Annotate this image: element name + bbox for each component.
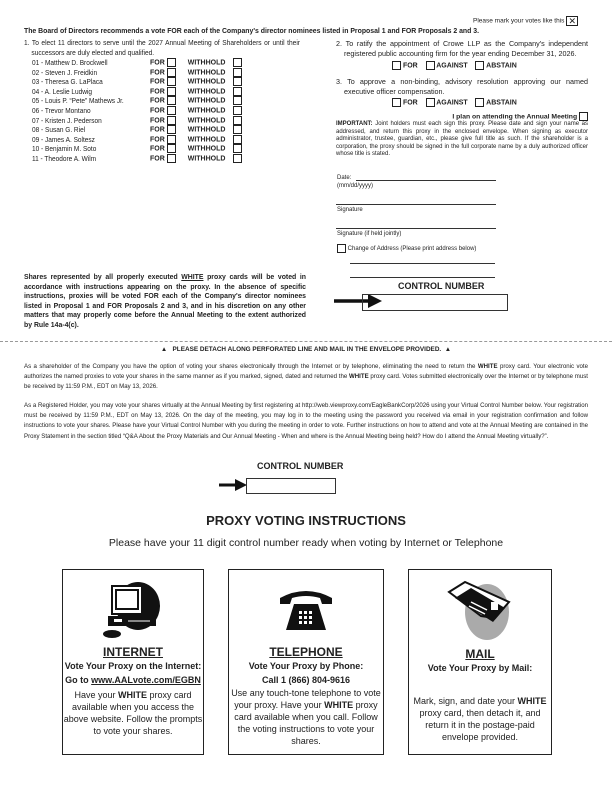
nominee-for-checkbox[interactable] <box>167 125 176 134</box>
address-line[interactable] <box>350 263 495 264</box>
text: proxy card, then detach it, and return it in the postage-paid envelope provided. <box>419 708 541 742</box>
text: Have your <box>74 690 118 700</box>
attend-meeting-option <box>452 112 588 121</box>
sample-x-box-icon: ✕ <box>566 16 578 26</box>
proposal-2-abstain-checkbox[interactable] <box>475 61 484 70</box>
for-label: FOR <box>150 145 165 153</box>
proposal-1-text: 1. To elect 11 directors to serve until the 2027 Annual Meeting of Shareholders or until their successors are duly elected and qualified. <box>24 38 300 57</box>
white-emphasis: WHITE <box>517 696 547 706</box>
nominee-withhold-checkbox[interactable] <box>233 106 242 115</box>
nominee-vote-row <box>150 135 242 144</box>
text: Mark, sign, and date your <box>413 696 518 706</box>
nominee-withhold-checkbox[interactable] <box>233 96 242 105</box>
mark-votes-text: Please mark your votes like this <box>473 17 565 25</box>
shares-statement <box>24 273 306 330</box>
control-number-label: CONTROL NUMBER <box>398 281 485 291</box>
telephone-title: TELEPHONE <box>269 645 343 659</box>
para-text: As a shareholder of the Company you have the option of voting your shares electronically through the Internet or by telephone, eliminating the need to return the <box>24 363 478 370</box>
nominee-vote-row <box>150 96 242 105</box>
proposal-2-for-checkbox[interactable] <box>392 61 401 70</box>
nominee-withhold-checkbox[interactable] <box>233 116 242 125</box>
control-number-box[interactable] <box>362 294 508 311</box>
nominee-for-checkbox[interactable] <box>167 96 176 105</box>
perforated-line <box>0 341 612 342</box>
withhold-label: WITHHOLD <box>187 145 226 153</box>
date-label: Date: <box>337 175 352 181</box>
nominee-vote-row <box>150 58 242 67</box>
withhold-label: WITHHOLD <box>187 136 226 144</box>
white-emphasis: WHITE <box>118 690 147 700</box>
nominee-vote-row <box>150 154 242 163</box>
mail-envelope-icon <box>445 578 515 642</box>
date-input-line[interactable] <box>356 180 496 181</box>
internet-subtitle: Vote Your Proxy on the Internet: <box>64 661 202 671</box>
triangle-up-icon: ▲ <box>444 346 452 353</box>
white-emphasis: WHITE <box>349 373 369 381</box>
nominee-name: 02 - Steven J. Freidkin <box>32 67 98 77</box>
for-label: FOR <box>150 155 165 163</box>
address-line[interactable] <box>350 277 495 278</box>
for-label: FOR <box>402 62 418 70</box>
nominee-withhold-checkbox[interactable] <box>233 135 242 144</box>
telephone-subtitle: Vote Your Proxy by Phone: <box>248 661 364 671</box>
nominee-vote-row <box>150 68 242 77</box>
nominee-for-checkbox[interactable] <box>167 144 176 153</box>
signature-label: Signature <box>337 207 363 213</box>
for-label: FOR <box>150 88 165 96</box>
nominee-name: 01 - Matthew D. Brockwell <box>32 58 108 67</box>
white-emphasis: WHITE <box>181 274 204 281</box>
withhold-label: WITHHOLD <box>187 107 226 115</box>
attend-label: I plan on attending the Annual Meeting <box>452 113 578 121</box>
telephone-voting-box <box>228 569 384 755</box>
joint-signature-input-line[interactable] <box>336 228 496 229</box>
important-text: Joint holders must each sign this proxy. Please date and sign your name as addressed, and return this proxy in the enclosed envelope. When signing as executor administrator, trustee, guardian, etc., please give full title as such. If the shareholder is a corporation, the proxy should be signed in the full corporate name by a duly authorized officer whose title is stated. <box>336 121 588 158</box>
nominee-for-checkbox[interactable] <box>167 77 176 86</box>
nominee-vote-row <box>150 125 242 134</box>
against-label: AGAINST <box>436 99 468 107</box>
triangle-up-icon: ▲ <box>160 346 168 353</box>
text: proxy card available when you call. Follow the voting instructions to vote your shares. <box>234 700 378 746</box>
for-label: FOR <box>150 116 165 124</box>
change-of-address <box>337 244 476 253</box>
nominee-name: 11 - Theodore A. Wilm <box>32 154 97 163</box>
detach-text: PLEASE DETACH ALONG PERFORATED LINE AND MAIL IN THE ENVELOPE PROVIDED. <box>172 346 442 353</box>
withhold-label: WITHHOLD <box>187 78 226 86</box>
mark-votes-instruction <box>473 16 578 26</box>
internet-voting-box <box>62 569 204 755</box>
abstain-label: ABSTAIN <box>486 99 517 107</box>
instructions-subtitle: Please have your 11 digit control number ready when voting by Internet or Telephone <box>108 537 504 549</box>
nominee-vote-row <box>150 87 242 96</box>
nominee-withhold-checkbox[interactable] <box>233 68 242 77</box>
nominee-withhold-checkbox[interactable] <box>233 58 242 67</box>
date-field-label <box>337 175 373 190</box>
nominee-withhold-checkbox[interactable] <box>233 77 242 86</box>
change-address-checkbox[interactable] <box>337 244 346 253</box>
control-number-box[interactable] <box>246 478 336 494</box>
mail-subtitle: Vote Your Proxy by Mail: <box>427 663 533 673</box>
nominee-name: 08 - Susan G. Riel <box>32 125 86 135</box>
nominee-name: 10 - Benjamin M. Soto <box>32 144 97 154</box>
nominee-name: 09 - James A. Soltesz <box>32 134 95 144</box>
instructions-title: PROXY VOTING INSTRUCTIONS <box>206 513 406 528</box>
nominee-for-checkbox[interactable] <box>167 116 176 125</box>
telephone-number[interactable]: Call 1 (866) 804-9616 <box>261 675 351 685</box>
withhold-label: WITHHOLD <box>187 59 226 67</box>
for-label: FOR <box>150 97 165 105</box>
shares-text: proxy cards will be voted in accordance with instructions appearing on the proxy. In the absence of specific instructions, proxies will be voted FOR each of the Company's director nominees listed in Proposal 1 and FOR Proposals 2 and 3, and in his discretion on any other matters that may properly come before the Annual Meeting to the extent authorized by Rule 14a-4(c). <box>24 274 306 329</box>
mail-title: MAIL <box>465 647 495 661</box>
para-text: proxy card. Your electronic vote authorizes the named proxies to vote your shares in the same manner as if you marked, signed, dated and returned the <box>24 363 588 381</box>
nominee-withhold-checkbox[interactable] <box>233 144 242 153</box>
nominee-for-checkbox[interactable] <box>167 58 176 67</box>
for-label: FOR <box>150 59 165 67</box>
internet-title: INTERNET <box>103 645 163 659</box>
for-label: FOR <box>150 78 165 86</box>
proposal-3-options <box>392 98 517 107</box>
withhold-label: WITHHOLD <box>187 126 226 134</box>
nominee-name: 03 - Theresa G. LaPlaca <box>32 77 103 87</box>
date-format: (mm/dd/yyyy) <box>337 182 373 189</box>
important-notice <box>336 121 588 159</box>
nominee-withhold-checkbox[interactable] <box>233 87 242 96</box>
nominee-vote-row <box>150 77 242 86</box>
against-label: AGAINST <box>436 62 468 70</box>
white-emphasis: WHITE <box>324 700 354 710</box>
internet-instructions <box>63 689 203 737</box>
withhold-label: WITHHOLD <box>187 88 226 96</box>
withhold-label: WITHHOLD <box>187 68 226 76</box>
proposal-3-for-checkbox[interactable] <box>392 98 401 107</box>
nominee-name: 05 - Louis P. “Pete” Mathews Jr. <box>32 96 124 106</box>
shares-text: Shares represented by all properly executed <box>24 274 182 281</box>
internet-vote-link[interactable]: www.AALvote.com/EGBN <box>91 675 201 685</box>
proposal-3-against-checkbox[interactable] <box>426 98 435 107</box>
telephone-icon <box>276 584 336 634</box>
mail-instructions <box>409 695 551 743</box>
for-label: FOR <box>150 136 165 144</box>
telephone-instructions <box>229 687 383 747</box>
abstain-label: ABSTAIN <box>486 62 517 70</box>
white-emphasis: WHITE <box>477 363 498 370</box>
nominee-for-checkbox[interactable] <box>167 68 176 77</box>
nominee-withhold-checkbox[interactable] <box>233 154 242 163</box>
computer-icon <box>98 578 168 640</box>
withhold-label: WITHHOLD <box>187 155 226 163</box>
nominee-withhold-checkbox[interactable] <box>233 125 242 134</box>
for-label: FOR <box>150 107 165 115</box>
board-recommendation: The Board of Directors recommends a vote FOR each of the Company's director nominees listed in Proposal 1 and FOR Proposals 2 and 3. <box>24 28 479 35</box>
proposal-3-text: 3. To approve a non-binding, advisory resolution approving our named executive officer compensation. <box>336 77 588 96</box>
attend-meeting-checkbox[interactable] <box>579 112 588 121</box>
para-text: proxy card. Votes submitted electronically over the Internet or by telephone must be received by 11:59 P.M., EDT on May 13, 2026. <box>24 373 588 391</box>
for-label: FOR <box>150 126 165 134</box>
text: Use any touch-tone telephone to vote your proxy. Have your <box>231 688 381 710</box>
withhold-label: WITHHOLD <box>187 97 226 105</box>
nominee-vote-row <box>150 144 242 153</box>
proposal-2-against-checkbox[interactable] <box>426 61 435 70</box>
joint-signature-label: Signature (if held jointly) <box>337 231 402 237</box>
nominee-for-checkbox[interactable] <box>167 135 176 144</box>
withhold-label: WITHHOLD <box>187 116 226 124</box>
signature-input-line[interactable] <box>336 204 496 205</box>
nominee-vote-row <box>150 116 242 125</box>
internet-url-line <box>63 675 203 685</box>
nominee-for-checkbox[interactable] <box>167 87 176 96</box>
arrow-right-icon <box>219 479 247 491</box>
control-number-label: CONTROL NUMBER <box>257 461 344 471</box>
nominee-name: 04 - A. Leslie Ludwig <box>32 86 93 96</box>
nominee-name: 07 - Kristen J. Pederson <box>32 115 102 125</box>
nominee-name: 06 - Trevor Montano <box>32 106 91 115</box>
text: proxy card available when you access the above website. Follow the prompts to vote your shares. <box>63 690 203 736</box>
important-label: IMPORTANT: <box>336 121 373 127</box>
detach-instruction <box>0 346 612 353</box>
for-label: FOR <box>150 68 165 76</box>
registered-holder-paragraph: As a Registered Holder, you may vote your shares virtually at the Annual Meeting by first registering at http://web.viewproxy.com/EagleBankCorp/2026 using your Virtual Control Number below. Your registration must be received by 11:59 P.M., EDT on May 13, 2026. On the day of the meeting, you may log in to the meeting using the password you received via email in your registration confirmation and follow instructions to vote your shares. Please have your Virtual Control Number with you during the meeting in order to vote. Further instructions on how to attend and vote at the Annual Meeting are contained in the Proxy Statement in the section titled “Q&A About the Proxy Materials and Our Annual Meeting - When and where is the Annual Meeting being held? How do I attend the Annual Meeting virtually?”. <box>24 402 588 440</box>
go-to-text: Go to <box>65 675 92 685</box>
proposal-3-abstain-checkbox[interactable] <box>475 98 484 107</box>
nominee-vote-row <box>150 106 242 115</box>
nominee-for-checkbox[interactable] <box>167 154 176 163</box>
proposal-2-options <box>392 61 517 70</box>
nominee-for-checkbox[interactable] <box>167 106 176 115</box>
mail-voting-box <box>408 569 552 755</box>
for-label: FOR <box>402 99 418 107</box>
change-address-label: Change of Address (Please print address below) <box>347 246 477 253</box>
electronic-vote-paragraph <box>24 362 588 393</box>
proposal-2-text: 2. To ratify the appointment of Crowe LLP as the Company's independent registered public accounting firm for the year ending December 31, 2026. <box>336 39 588 58</box>
